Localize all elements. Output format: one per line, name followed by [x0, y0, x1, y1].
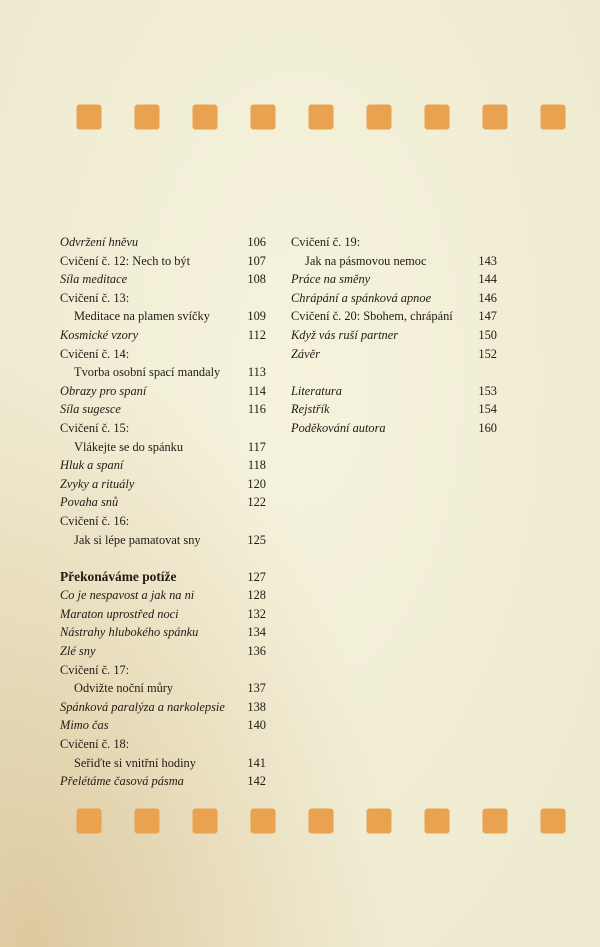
toc-entry-page-number: 137 [247, 681, 266, 696]
toc-entry-title: Když vás ruší partner [291, 327, 399, 342]
toc-entry-title: Cvičení č. 16: [60, 513, 130, 528]
crescent-icon [234, 810, 250, 832]
toc-entry-title: Co je nespavost a jak na ni [60, 588, 195, 603]
toc-entry [60, 326, 266, 345]
crescent-box-icon [192, 104, 218, 130]
toc-entry-title: Cvičení č. 14: [60, 346, 130, 361]
toc-entry-title: Překonáváme potíže [60, 568, 177, 584]
toc-section-gap [291, 363, 497, 382]
toc-entry-title: Literatura [291, 383, 342, 398]
toc-entry [60, 438, 266, 457]
toc-entry [291, 289, 497, 308]
toc-entry-page-number: 120 [247, 476, 266, 491]
toc-entry [60, 661, 266, 680]
crescent-icon [102, 810, 118, 832]
toc-section-gap [60, 549, 266, 568]
toc-entry [60, 512, 266, 531]
toc-entry-page-number: 152 [478, 346, 497, 361]
toc-entry [60, 400, 266, 419]
toc-entry-title: Zlé sny [60, 644, 96, 659]
toc-entry [291, 326, 497, 345]
toc-entry [60, 382, 266, 401]
crescent-icon [508, 106, 524, 128]
crescent-box-icon [366, 104, 392, 130]
toc-entry [291, 252, 497, 271]
toc-entry [60, 493, 266, 512]
crescent-icon [176, 106, 192, 128]
toc-entry-page-number: 114 [247, 383, 266, 398]
crescent-box-icon [192, 808, 218, 834]
crescent-box-icon [250, 104, 276, 130]
toc-entry-page-number: 122 [247, 495, 266, 510]
toc-entry [291, 307, 497, 326]
toc-entry-title: Jak na pásmovou nemoc [305, 253, 427, 268]
toc-entry-page-number: 141 [247, 755, 266, 770]
crescent-icon [408, 106, 424, 128]
toc-entry [60, 419, 266, 438]
toc-entry [60, 252, 266, 271]
toc-entry-page-number: 153 [478, 383, 497, 398]
toc-entry [291, 345, 497, 364]
crescent-box-icon [308, 808, 334, 834]
toc-entry-page-number: 136 [247, 644, 266, 659]
toc-entry-title: Povaha snů [60, 495, 119, 510]
toc-entry-title: Odvržení hněvu [60, 235, 139, 249]
toc-entry-title: Rejstřík [291, 402, 330, 417]
crescent-box-icon [366, 808, 392, 834]
crescent-icon [524, 810, 540, 832]
crescent-icon [466, 106, 482, 128]
toc-entry [60, 623, 266, 642]
toc-entry-title: Závěr [291, 346, 320, 361]
toc-entry-title: Mimo čas [60, 718, 109, 733]
toc-entry-title: Cvičení č. 13: [60, 290, 130, 305]
crescent-icon [118, 810, 134, 832]
toc-entry-title: Nástrahy hlubokého spánku [60, 625, 199, 640]
toc-entry [60, 270, 266, 289]
toc-entry-title: Kosmické vzory [60, 327, 139, 342]
toc-entry-title: Cvičení č. 12: Nech to být [60, 253, 191, 268]
crescent-icon [408, 810, 424, 832]
toc-entry-page-number: 160 [478, 420, 497, 435]
crescent-icon [60, 810, 76, 832]
toc-entry-title: Cvičení č. 19: [291, 235, 361, 249]
crescent-icon [160, 106, 176, 128]
toc-entry [60, 698, 266, 717]
toc-entry [291, 382, 497, 401]
crescent-icon [508, 810, 524, 832]
toc-entry-title: Spánková paralýza a narkolepsie [60, 699, 225, 714]
crescent-box-icon [250, 808, 276, 834]
toc-entry-page-number: 118 [247, 458, 266, 473]
toc-entry-page-number: 117 [247, 439, 266, 454]
crescent-box-icon [308, 104, 334, 130]
toc-entry-page-number: 144 [478, 272, 497, 287]
toc-entry [291, 400, 497, 419]
toc-entry-title: Cvičení č. 17: [60, 662, 130, 677]
top-ornament-border [60, 102, 515, 132]
crescent-icon [60, 106, 76, 128]
toc-entry-title: Jak si lépe pamatovat sny [74, 532, 201, 547]
crescent-icon [234, 106, 250, 128]
crescent-icon [450, 106, 466, 128]
crescent-icon [350, 810, 366, 832]
toc-entry-title: Cvičení č. 20: Sbohem, chrápání [291, 309, 453, 324]
toc-entry [60, 716, 266, 735]
toc-entry [60, 531, 266, 550]
toc-entry-title: Obrazy pro spaní [60, 383, 147, 398]
toc-entry-page-number: 147 [478, 309, 497, 324]
toc-section-heading [60, 568, 266, 587]
toc-entry [291, 233, 497, 252]
toc-entry-title: Síla sugesce [60, 402, 121, 417]
toc-entry-page-number: 128 [247, 588, 266, 603]
toc-entry-page-number: 127 [247, 569, 266, 584]
toc-entry-title: Práce na směny [291, 272, 371, 287]
toc-entry [291, 419, 497, 438]
toc-entry-page-number: 143 [478, 253, 497, 268]
toc-entry-title: Odvižte noční můry [74, 681, 174, 696]
toc-entry [60, 772, 266, 791]
toc-entry-title: Síla meditace [60, 272, 128, 287]
crescent-icon [176, 810, 192, 832]
crescent-box-icon [540, 104, 566, 130]
toc-right-column [291, 233, 497, 438]
toc-entry-title: Maraton uprostřed noci [60, 606, 179, 621]
crescent-icon [566, 810, 582, 832]
toc-entry [60, 754, 266, 773]
toc-entry [60, 586, 266, 605]
crescent-icon [118, 106, 134, 128]
toc-entry [60, 605, 266, 624]
toc-entry-title: Cvičení č. 15: [60, 420, 130, 435]
toc-entry-page-number: 154 [478, 402, 497, 417]
crescent-icon [392, 810, 408, 832]
crescent-icon [218, 810, 234, 832]
toc-entry [60, 642, 266, 661]
toc-entry [60, 363, 266, 382]
toc-entry-title: Tvorba osobní spací mandaly [74, 365, 221, 380]
crescent-icon [102, 106, 118, 128]
toc-entry [60, 475, 266, 494]
toc-entry [60, 679, 266, 698]
crescent-box-icon [134, 104, 160, 130]
crescent-icon [160, 810, 176, 832]
toc-entry-title: Zvyky a rituály [60, 476, 135, 491]
toc-entry [60, 345, 266, 364]
toc-left-column [60, 233, 266, 791]
toc-entry-page-number: 107 [247, 253, 266, 268]
crescent-box-icon [482, 104, 508, 130]
crescent-box-icon [424, 104, 450, 130]
toc-entry-title: Vlákejte se do spánku [74, 439, 184, 454]
toc-entry-page-number: 109 [247, 309, 266, 324]
toc-entry [60, 735, 266, 754]
toc-entry-title: Seřiďte si vnitřní hodiny [74, 755, 196, 770]
bottom-ornament-border [60, 806, 515, 836]
crescent-icon [334, 106, 350, 128]
crescent-icon [466, 810, 482, 832]
crescent-icon [334, 810, 350, 832]
toc-entry-title: Poděkování autora [291, 420, 386, 435]
toc-entry-page-number: 138 [247, 699, 266, 714]
toc-entry-page-number: 108 [247, 272, 266, 287]
toc-entry-title: Přelétáme časová pásma [60, 774, 184, 789]
toc-entry-page-number: 113 [247, 365, 266, 380]
toc-entry-page-number: 142 [247, 774, 266, 789]
toc-entry-page-number: 146 [478, 290, 497, 305]
toc-entry-page-number: 112 [247, 327, 266, 342]
crescent-icon [218, 106, 234, 128]
toc-entry [60, 289, 266, 308]
crescent-icon [350, 106, 366, 128]
toc-entry [60, 307, 266, 326]
crescent-icon [292, 106, 308, 128]
toc-entry-title: Meditace na plamen svíčky [74, 309, 210, 324]
crescent-icon [392, 106, 408, 128]
toc-entry-page-number: 132 [247, 606, 266, 621]
toc-entry [60, 233, 266, 252]
crescent-icon [276, 810, 292, 832]
toc-entry-title: Hluk a spaní [60, 458, 124, 473]
crescent-box-icon [540, 808, 566, 834]
crescent-box-icon [134, 808, 160, 834]
toc-entry [291, 270, 497, 289]
toc-entry-page-number: 134 [247, 625, 266, 640]
crescent-icon [566, 106, 582, 128]
toc-entry-page-number: 125 [247, 532, 266, 547]
toc-entry-page-number: 140 [247, 718, 266, 733]
crescent-box-icon [76, 104, 102, 130]
toc-entry-title: Chrápání a spánková apnoe [291, 290, 432, 305]
toc-entry [60, 456, 266, 475]
crescent-icon [292, 810, 308, 832]
toc-entry-title: Cvičení č. 18: [60, 737, 130, 752]
crescent-box-icon [424, 808, 450, 834]
toc-entry-page-number: 150 [478, 327, 497, 342]
toc-entry-page-number: 116 [247, 402, 266, 417]
toc-entry-page-number: 106 [247, 235, 266, 249]
crescent-icon [450, 810, 466, 832]
crescent-box-icon [76, 808, 102, 834]
crescent-icon [276, 106, 292, 128]
crescent-icon [524, 106, 540, 128]
crescent-box-icon [482, 808, 508, 834]
